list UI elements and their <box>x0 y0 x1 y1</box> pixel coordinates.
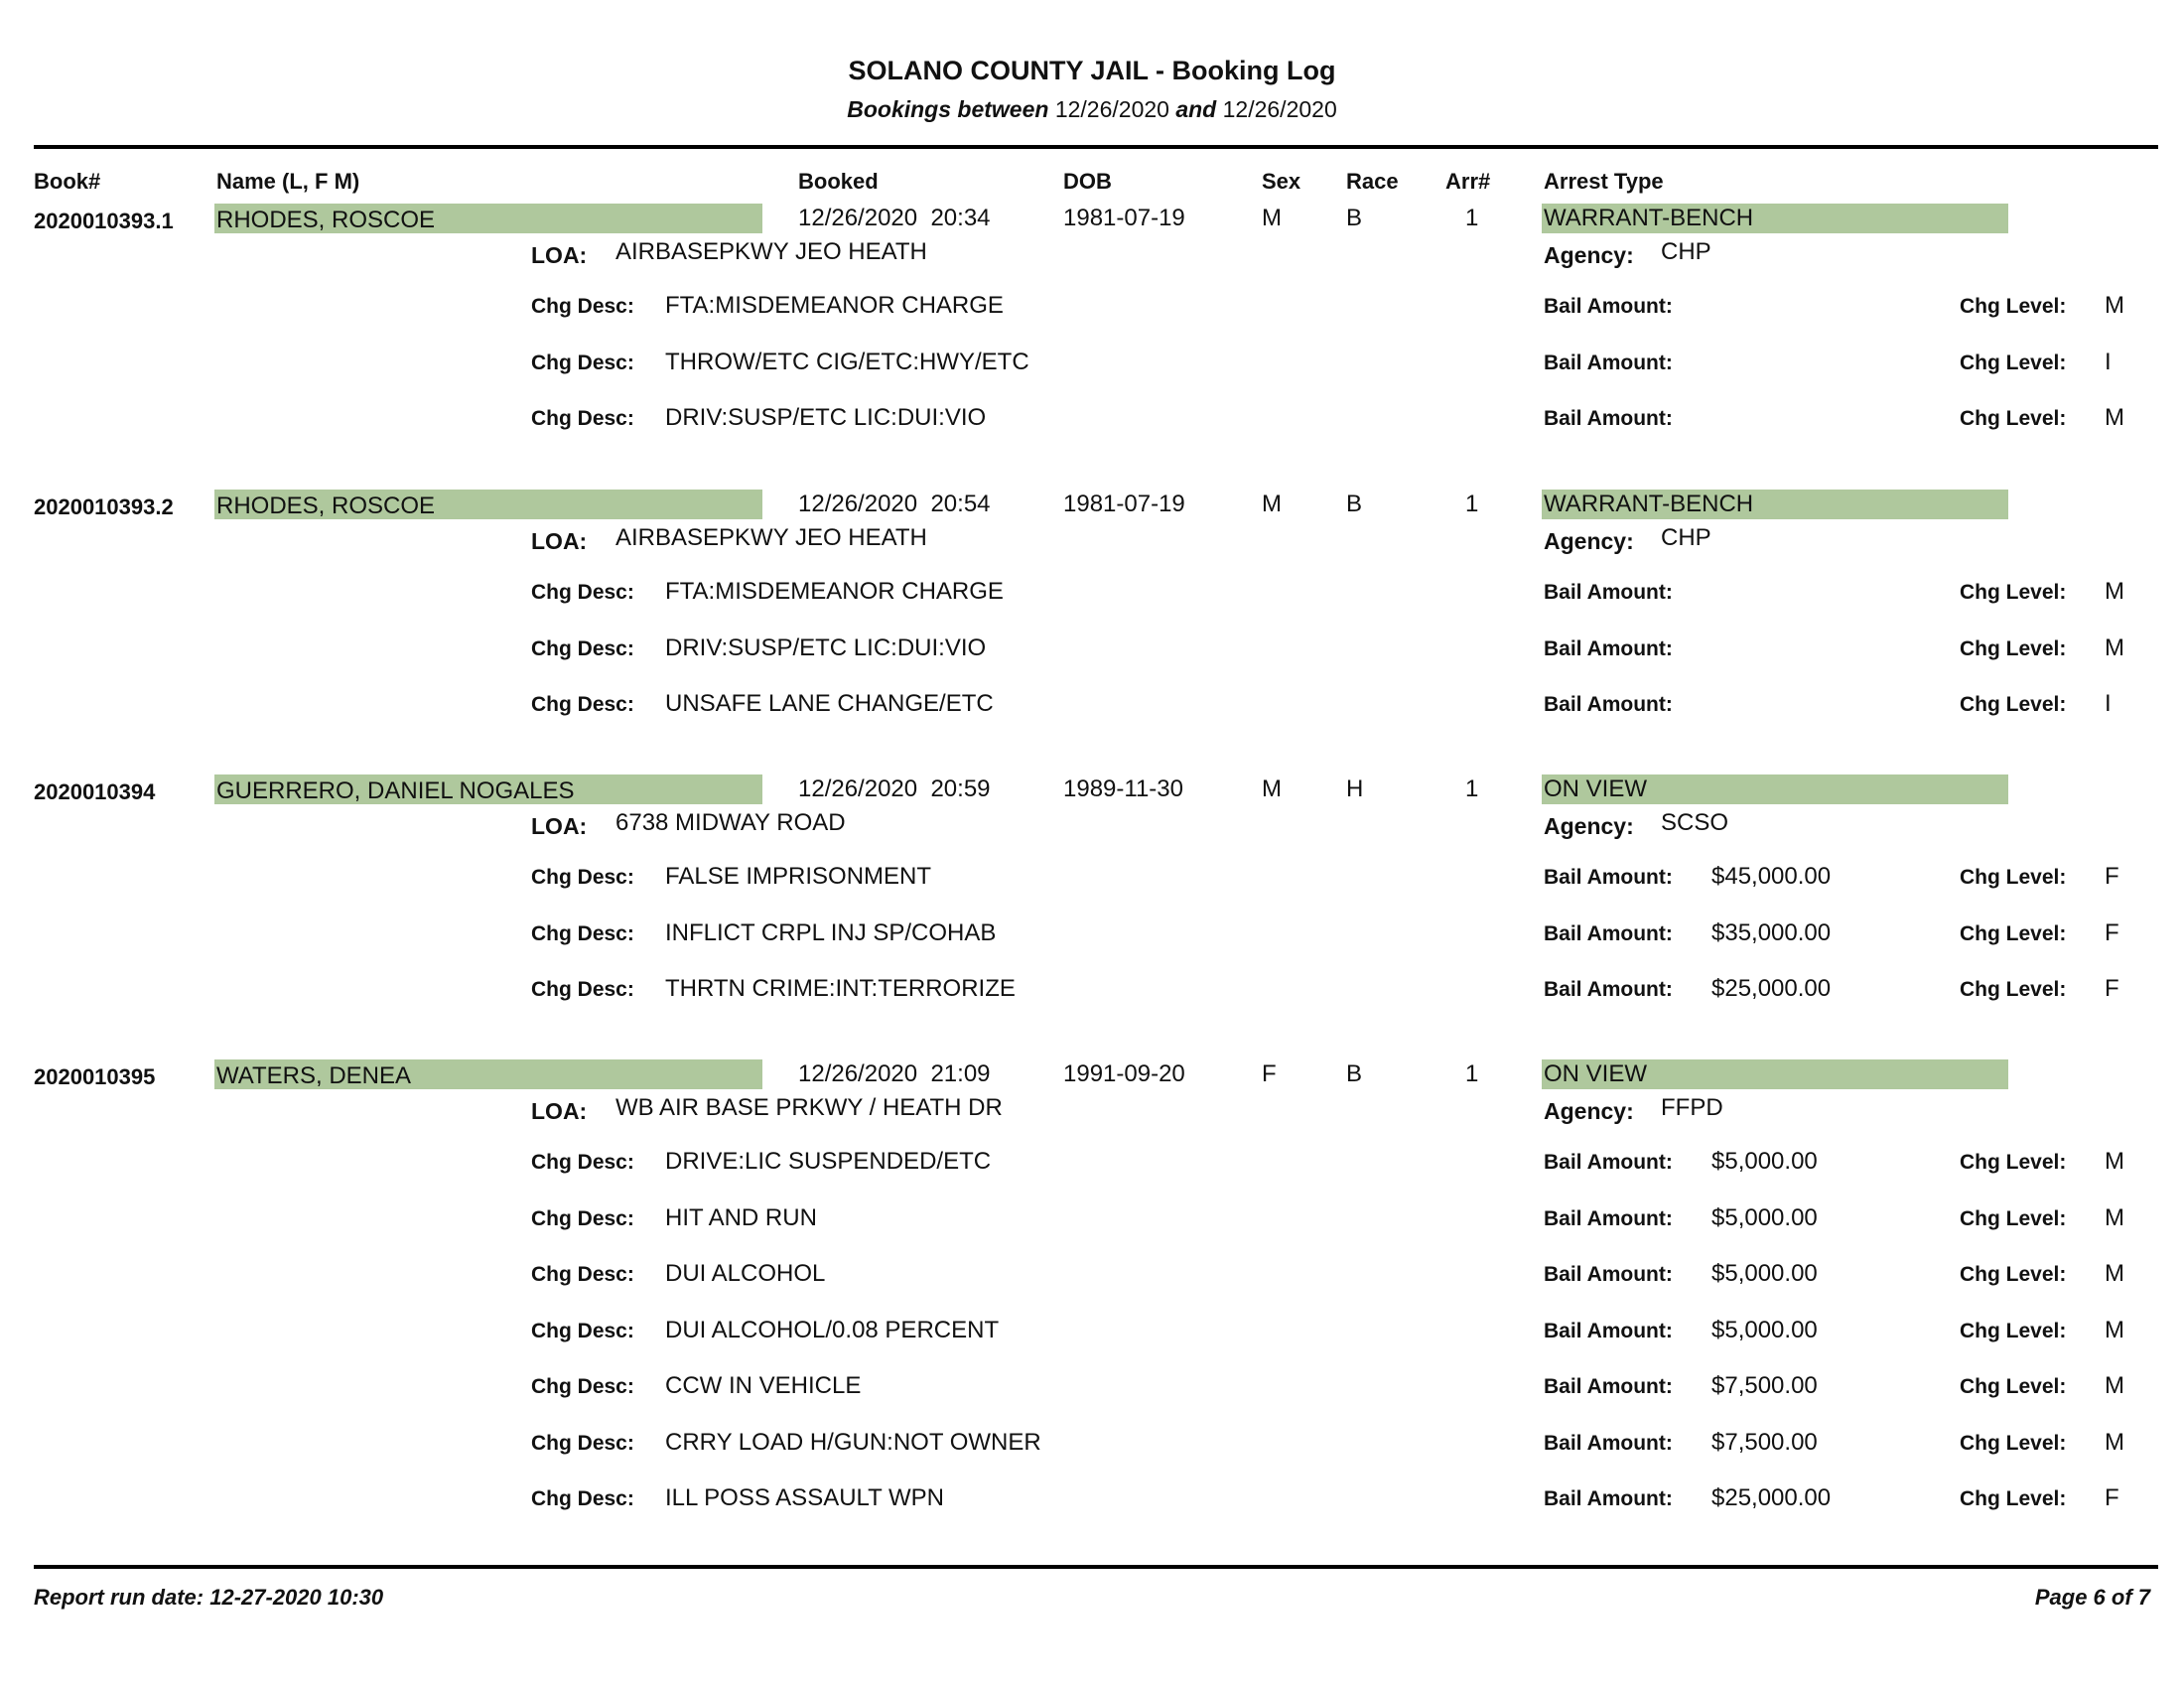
chg-desc-value: HIT AND RUN <box>665 1203 817 1231</box>
bail-amount-label: Bail Amount: <box>1544 1431 1673 1455</box>
chg-level-label: Chg Level: <box>1960 636 2067 660</box>
arrest-number: 1 <box>1465 1060 1479 1087</box>
chg-level-value: M <box>2105 404 2124 431</box>
bail-amount-label: Bail Amount: <box>1544 295 1673 318</box>
bail-amount-value: $5,000.00 <box>1711 1260 1818 1287</box>
loa-value: 6738 MIDWAY ROAD <box>615 809 846 836</box>
book-number: 2020010393.1 <box>34 209 174 233</box>
footer-rule <box>34 1565 2158 1569</box>
booked-datetime: 12/26/2020 20:59 <box>798 775 991 802</box>
bail-amount-label: Bail Amount: <box>1544 581 1673 604</box>
arrest-number: 1 <box>1465 205 1479 231</box>
loa-label: LOA: <box>531 528 588 554</box>
chg-desc-value: THRTN CRIME:INT:TERRORIZE <box>665 975 1016 1002</box>
chg-level-value: M <box>2105 1372 2124 1399</box>
and-label: and <box>1175 96 1217 122</box>
book-number: 2020010394 <box>34 779 156 804</box>
agency-value: FFPD <box>1661 1094 1723 1121</box>
chg-level-label: Chg Level: <box>1960 1319 2067 1342</box>
chg-level-value: M <box>2105 1428 2124 1456</box>
chg-level-label: Chg Level: <box>1960 1263 2067 1286</box>
bail-amount-label: Bail Amount: <box>1544 1319 1673 1342</box>
chg-level-value: F <box>2105 918 2119 946</box>
chg-level-value: M <box>2105 1203 2124 1231</box>
col-book: Book# <box>34 169 101 194</box>
chg-desc-label: Chg Desc: <box>531 1431 634 1455</box>
chg-level-value: M <box>2105 1148 2124 1175</box>
chg-desc-value: DRIV:SUSP/ETC LIC:DUI:VIO <box>665 633 987 661</box>
col-arrest-type: Arrest Type <box>1544 169 1664 194</box>
chg-desc-value: UNSAFE LANE CHANGE/ETC <box>665 690 994 717</box>
report-subtitle <box>0 96 2184 123</box>
loa-label: LOA: <box>531 1098 588 1124</box>
chg-desc-label: Chg Desc: <box>531 693 634 716</box>
chg-desc-label: Chg Desc: <box>531 295 634 318</box>
bail-amount-label: Bail Amount: <box>1544 1263 1673 1286</box>
bail-amount-label: Bail Amount: <box>1544 866 1673 889</box>
chg-desc-value: INFLICT CRPL INJ SP/COHAB <box>665 918 997 946</box>
chg-level-label: Chg Level: <box>1960 1375 2067 1398</box>
chg-level-label: Chg Level: <box>1960 866 2067 889</box>
bail-amount-value: $7,500.00 <box>1711 1372 1818 1399</box>
bail-amount-value: $25,000.00 <box>1711 1484 1832 1511</box>
bail-amount-value: $35,000.00 <box>1711 918 1832 946</box>
sex: M <box>1262 491 1282 517</box>
bail-amount-value: $5,000.00 <box>1711 1203 1818 1231</box>
agency-label: Agency: <box>1544 1098 1634 1124</box>
chg-level-value: F <box>2105 975 2119 1002</box>
race: H <box>1346 775 1364 802</box>
race: B <box>1346 205 1363 231</box>
chg-desc-label: Chg Desc: <box>531 407 634 430</box>
inmate-name: GUERRERO, DANIEL NOGALES <box>216 777 575 804</box>
book-number: 2020010393.2 <box>34 494 174 519</box>
arrest-type: WARRANT-BENCH <box>1544 491 1754 517</box>
dob: 1989-11-30 <box>1063 775 1183 802</box>
inmate-name: RHODES, ROSCOE <box>216 492 436 519</box>
chg-desc-value: DRIV:SUSP/ETC LIC:DUI:VIO <box>665 404 987 431</box>
chg-level-label: Chg Level: <box>1960 1487 2067 1510</box>
chg-level-value: F <box>2105 863 2119 890</box>
chg-desc-label: Chg Desc: <box>531 866 634 889</box>
chg-level-label: Chg Level: <box>1960 581 2067 604</box>
start-date: 12/26/2020 <box>1054 96 1169 122</box>
arrest-type: WARRANT-BENCH <box>1544 205 1754 231</box>
chg-level-label: Chg Level: <box>1960 693 2067 716</box>
bail-amount-label: Bail Amount: <box>1544 921 1673 945</box>
booked-datetime: 12/26/2020 21:09 <box>798 1060 991 1087</box>
dob: 1981-07-19 <box>1063 205 1185 231</box>
chg-level-label: Chg Level: <box>1960 1431 2067 1455</box>
bail-amount-label: Bail Amount: <box>1544 1375 1673 1398</box>
page-number: Page 6 of 7 <box>2034 1585 2150 1610</box>
col-name: Name (L, F M) <box>216 169 360 194</box>
chg-desc-label: Chg Desc: <box>531 1375 634 1398</box>
chg-desc-label: Chg Desc: <box>531 581 634 604</box>
chg-desc-value: FTA:MISDEMEANOR CHARGE <box>665 578 1004 605</box>
chg-desc-value: DUI ALCOHOL/0.08 PERCENT <box>665 1316 1000 1343</box>
bail-amount-label: Bail Amount: <box>1544 1206 1673 1230</box>
dob: 1981-07-19 <box>1063 491 1185 517</box>
sex: M <box>1262 775 1282 802</box>
agency-value: CHP <box>1661 524 1711 551</box>
chg-level-value: I <box>2105 348 2112 375</box>
loa-value: WB AIR BASE PRKWY / HEATH DR <box>615 1094 1003 1121</box>
book-number: 2020010395 <box>34 1064 156 1089</box>
header-rule <box>34 145 2158 149</box>
race: B <box>1346 1060 1363 1087</box>
chg-desc-label: Chg Desc: <box>531 636 634 660</box>
chg-level-value: M <box>2105 1316 2124 1343</box>
arrest-number: 1 <box>1465 491 1479 517</box>
col-race: Race <box>1346 169 1399 194</box>
col-sex: Sex <box>1262 169 1301 194</box>
report-header <box>0 56 2184 123</box>
chg-desc-label: Chg Desc: <box>531 351 634 374</box>
arrest-type: ON VIEW <box>1544 775 1648 802</box>
booked-datetime: 12/26/2020 20:34 <box>798 205 991 231</box>
chg-level-label: Chg Level: <box>1960 351 2067 374</box>
agency-value: SCSO <box>1661 809 1729 836</box>
inmate-name: RHODES, ROSCOE <box>216 207 436 233</box>
chg-desc-label: Chg Desc: <box>531 1206 634 1230</box>
loa-label: LOA: <box>531 813 588 839</box>
booked-datetime: 12/26/2020 20:54 <box>798 491 991 517</box>
chg-level-value: I <box>2105 690 2112 717</box>
chg-level-label: Chg Level: <box>1960 295 2067 318</box>
loa-value: AIRBASEPKWY JEO HEATH <box>615 524 927 551</box>
bail-amount-value: $45,000.00 <box>1711 863 1832 890</box>
end-date: 12/26/2020 <box>1222 96 1337 122</box>
report-title: SOLANO COUNTY JAIL - Booking Log <box>848 56 1336 85</box>
bail-amount-label: Bail Amount: <box>1544 1151 1673 1174</box>
chg-level-label: Chg Level: <box>1960 1151 2067 1174</box>
chg-desc-label: Chg Desc: <box>531 1487 634 1510</box>
inmate-name: WATERS, DENEA <box>216 1062 412 1089</box>
dob: 1991-09-20 <box>1063 1060 1185 1087</box>
sex: M <box>1262 205 1282 231</box>
bail-amount-label: Bail Amount: <box>1544 636 1673 660</box>
chg-desc-label: Chg Desc: <box>531 1319 634 1342</box>
col-arr: Arr# <box>1445 169 1491 194</box>
sex: F <box>1262 1060 1277 1087</box>
chg-level-label: Chg Level: <box>1960 1206 2067 1230</box>
chg-level-value: F <box>2105 1484 2119 1511</box>
chg-desc-value: CCW IN VEHICLE <box>665 1372 862 1399</box>
chg-level-label: Chg Level: <box>1960 407 2067 430</box>
chg-desc-value: DRIVE:LIC SUSPENDED/ETC <box>665 1148 992 1175</box>
chg-level-value: M <box>2105 292 2124 319</box>
chg-level-value: M <box>2105 1260 2124 1287</box>
agency-value: CHP <box>1661 238 1711 265</box>
bail-amount-label: Bail Amount: <box>1544 693 1673 716</box>
col-dob: DOB <box>1063 169 1112 194</box>
chg-level-label: Chg Level: <box>1960 921 2067 945</box>
agency-label: Agency: <box>1544 528 1634 554</box>
chg-desc-value: FTA:MISDEMEANOR CHARGE <box>665 292 1004 319</box>
bail-amount-value: $25,000.00 <box>1711 975 1832 1002</box>
bail-amount-value: $5,000.00 <box>1711 1148 1818 1175</box>
chg-desc-value: CRRY LOAD H/GUN:NOT OWNER <box>665 1428 1041 1456</box>
bail-amount-value: $7,500.00 <box>1711 1428 1818 1456</box>
report-run-date: Report run date: 12-27-2020 10:30 <box>34 1585 384 1610</box>
chg-desc-value: DUI ALCOHOL <box>665 1260 826 1287</box>
bail-amount-label: Bail Amount: <box>1544 978 1673 1001</box>
chg-desc-label: Chg Desc: <box>531 978 634 1001</box>
arrest-number: 1 <box>1465 775 1479 802</box>
chg-level-value: M <box>2105 633 2124 661</box>
chg-level-value: M <box>2105 578 2124 605</box>
chg-desc-value: FALSE IMPRISONMENT <box>665 863 932 890</box>
bail-amount-label: Bail Amount: <box>1544 1487 1673 1510</box>
chg-level-label: Chg Level: <box>1960 978 2067 1001</box>
loa-label: LOA: <box>531 242 588 268</box>
arrest-type: ON VIEW <box>1544 1060 1648 1087</box>
agency-label: Agency: <box>1544 242 1634 268</box>
chg-desc-label: Chg Desc: <box>531 1263 634 1286</box>
bookings-between-label: Bookings between <box>847 96 1049 122</box>
bail-amount-value: $5,000.00 <box>1711 1316 1818 1343</box>
col-booked: Booked <box>798 169 879 194</box>
chg-desc-value: ILL POSS ASSAULT WPN <box>665 1484 944 1511</box>
agency-label: Agency: <box>1544 813 1634 839</box>
race: B <box>1346 491 1363 517</box>
loa-value: AIRBASEPKWY JEO HEATH <box>615 238 927 265</box>
chg-desc-label: Chg Desc: <box>531 1151 634 1174</box>
chg-desc-label: Chg Desc: <box>531 921 634 945</box>
chg-desc-value: THROW/ETC CIG/ETC:HWY/ETC <box>665 348 1029 375</box>
bail-amount-label: Bail Amount: <box>1544 351 1673 374</box>
bail-amount-label: Bail Amount: <box>1544 407 1673 430</box>
